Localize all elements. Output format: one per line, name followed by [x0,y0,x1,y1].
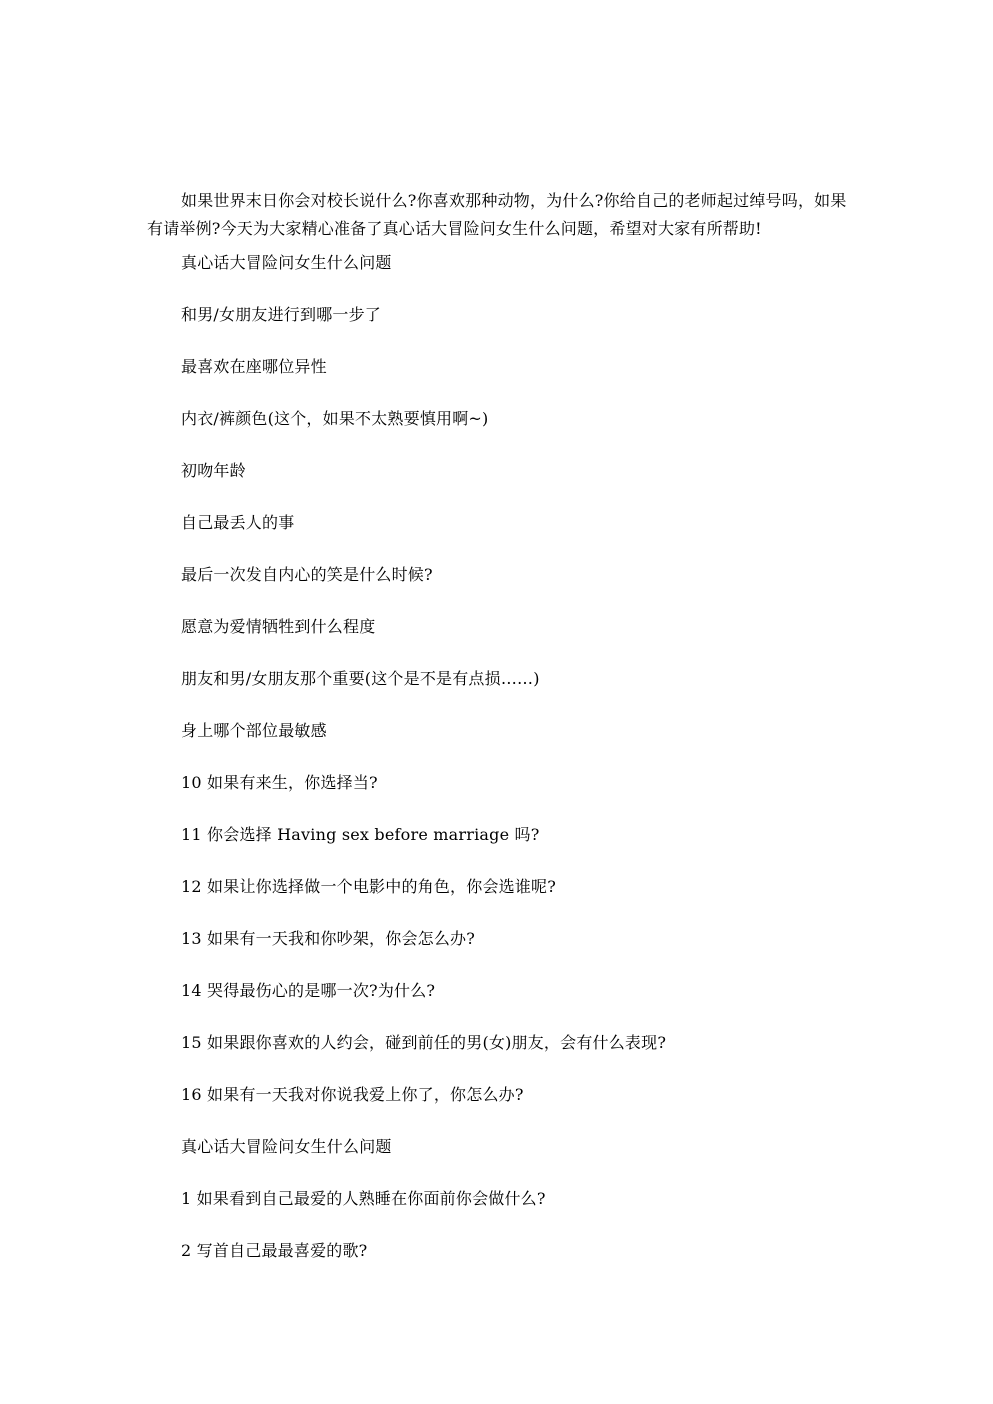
list-item: 最后一次发自内心的笑是什么时候? [181,565,433,584]
list-item: 朋友和男/女朋友那个重要(这个是不是有点损……) [181,669,540,688]
list-item: 1 如果看到自己最爱的人熟睡在你面前你会做什么? [181,1189,546,1208]
list-item: 14 哭得最伤心的是哪一次?为什么? [181,981,436,1000]
list-item: 12 如果让你选择做一个电影中的角色，你会选谁呢? [181,877,557,896]
list-item: 13 如果有一天我和你吵架，你会怎么办? [181,929,476,948]
list-item: 内衣/裤颜色(这个，如果不太熟要慎用啊~) [181,409,489,428]
list-item: 初吻年龄 [181,461,246,480]
list-item: 2 写首自己最最喜爱的歌? [181,1241,368,1260]
list-item: 自己最丢人的事 [181,513,295,532]
question-list [181,251,666,1291]
list-item: 15 如果跟你喜欢的人约会，碰到前任的男(女)朋友，会有什么表现? [181,1033,667,1052]
list-item: 愿意为爱情牺牲到什么程度 [181,617,376,636]
list-item: 11 你会选择 Having sex before marriage 吗? [181,825,540,844]
list-item: 真心话大冒险问女生什么问题 [181,1137,392,1156]
list-item: 和男/女朋友进行到哪一步了 [181,305,381,324]
list-item: 最喜欢在座哪位异性 [181,357,327,376]
intro-paragraph: 如果世界末日你会对校长说什么?你喜欢那种动物，为什么?你给自己的老师起过绰号吗，如果有请举例?今天为大家精心准备了真心话大冒险问女生什么问题，希望对大家有所帮助! [147,191,847,238]
list-item: 真心话大冒险问女生什么问题 [181,253,392,272]
list-item: 10 如果有来生，你选择当? [181,773,378,792]
list-item: 16 如果有一天我对你说我爱上你了，你怎么办? [181,1085,524,1104]
list-item: 身上哪个部位最敏感 [181,721,327,740]
